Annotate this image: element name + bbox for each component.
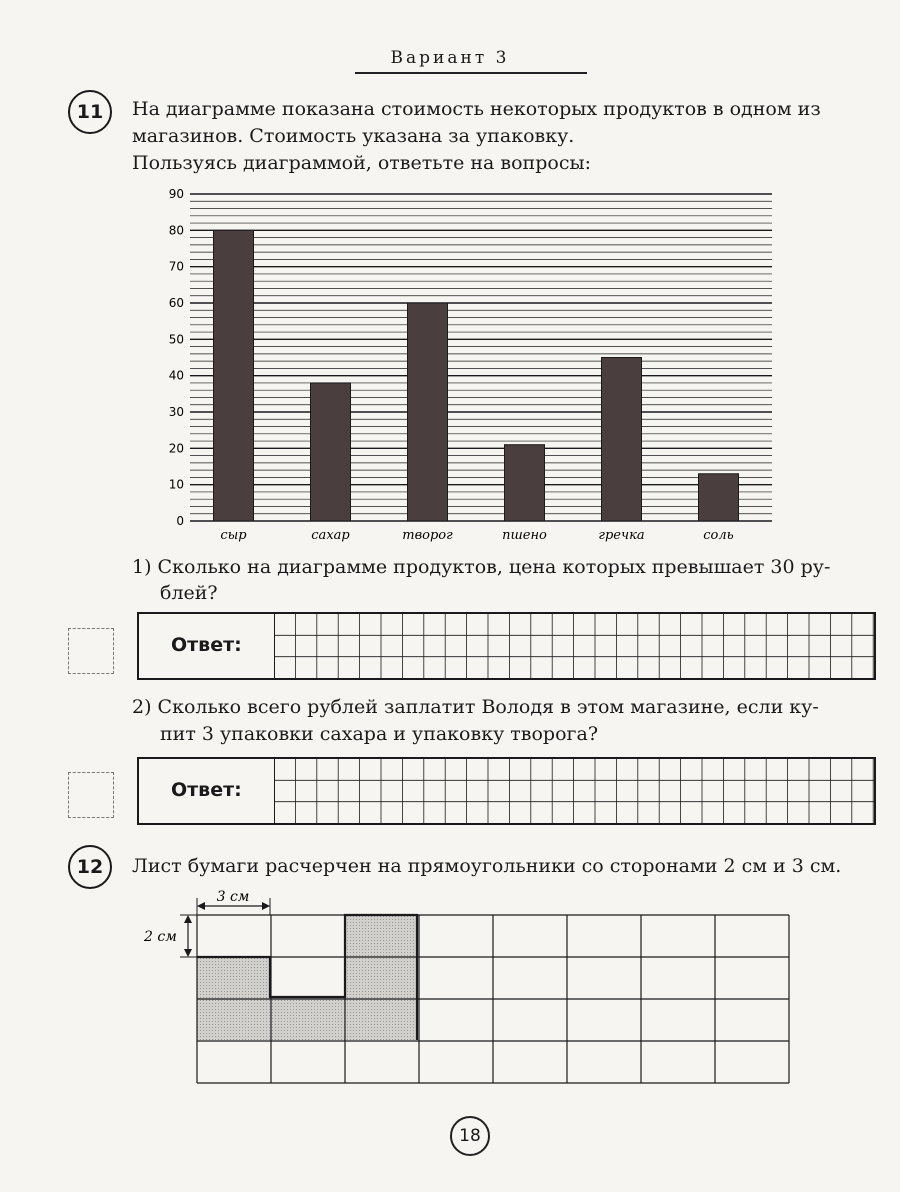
chart-y-axis xyxy=(169,187,184,528)
x-tick-label: творог xyxy=(402,528,453,543)
chart-grid xyxy=(190,194,772,521)
title-underline xyxy=(355,72,587,74)
task-12-number: 12 xyxy=(68,845,112,889)
answer-label-1: Ответ: xyxy=(171,634,242,656)
variant-title: Вариант 3 xyxy=(390,48,510,68)
task-11-intro-line1: На диаграмме показана стоимость некоторых продуктов в одном из xyxy=(132,98,821,120)
y-tick-label: 0 xyxy=(176,514,184,528)
score-box-2 xyxy=(68,772,114,818)
paper-grid-figure xyxy=(140,880,820,1095)
x-tick-label: сахар xyxy=(311,528,350,543)
answer-grid-2[interactable] xyxy=(274,759,874,823)
y-tick-label: 90 xyxy=(168,187,184,201)
question-1-line1: 1) Сколько на диаграмме продуктов, цена которых превышает 30 ру- xyxy=(132,556,831,578)
width-dimension-label: 3 см xyxy=(216,889,250,905)
bar-4 xyxy=(505,445,545,521)
bar-6 xyxy=(699,474,739,521)
price-bar-chart xyxy=(150,180,790,550)
task-12-text: Лист бумаги расчерчен на прямоугольники со сторонами 2 см и 3 см. xyxy=(132,855,842,877)
chart-x-axis xyxy=(220,528,733,543)
shaded-figure xyxy=(197,915,417,1040)
bar-2 xyxy=(311,383,351,521)
answer-box-1 xyxy=(137,612,876,680)
y-tick-label: 20 xyxy=(168,441,184,456)
y-tick-label: 30 xyxy=(168,405,184,419)
answer-label-2: Ответ: xyxy=(171,779,242,801)
y-tick-label: 60 xyxy=(168,296,184,310)
y-tick-label: 80 xyxy=(168,223,184,238)
x-tick-label: соль xyxy=(703,528,734,543)
x-tick-label: гречка xyxy=(598,528,645,543)
task-11-number: 11 xyxy=(68,90,112,134)
bar-3 xyxy=(408,303,448,521)
x-tick-label: сыр xyxy=(220,528,247,543)
task-11-intro-line2: магазинов. Стоимость указана за упаковку. xyxy=(132,125,575,147)
task-11-intro-line3: Пользуясь диаграммой, ответьте на вопросы: xyxy=(132,152,591,174)
bar-1 xyxy=(214,230,254,521)
question-2-line1: 2) Сколько всего рублей заплатит Володя в этом магазине, если ку- xyxy=(132,696,819,718)
bar-5 xyxy=(602,358,642,522)
y-tick-label: 10 xyxy=(168,477,184,492)
page-number: 18 xyxy=(450,1116,490,1156)
y-tick-label: 50 xyxy=(168,332,184,347)
question-1-line2: блей? xyxy=(160,582,218,604)
height-dimension-label: 2 см xyxy=(144,929,177,945)
y-tick-label: 40 xyxy=(168,368,184,383)
question-2-line2: пит 3 упаковки сахара и упаковку творога? xyxy=(160,723,599,745)
y-tick-label: 70 xyxy=(168,259,184,274)
score-box-1 xyxy=(68,628,114,674)
answer-box-2 xyxy=(137,757,876,825)
answer-grid-1[interactable] xyxy=(274,614,874,678)
x-tick-label: пшено xyxy=(502,528,547,543)
